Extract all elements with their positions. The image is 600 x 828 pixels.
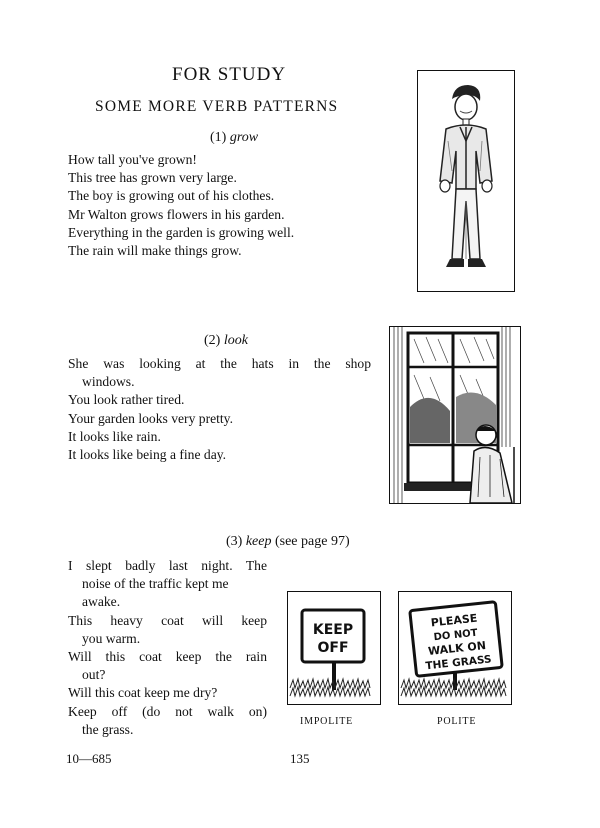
sign-text: PLEASE	[430, 611, 478, 630]
section-number: (1)	[210, 130, 227, 145]
example-line: you warm.	[82, 630, 141, 646]
sign-text: THE GRASS	[424, 653, 493, 673]
section-verb: keep	[245, 534, 272, 549]
example-line: the grass.	[82, 721, 134, 737]
sign-text: DO NOT	[433, 627, 479, 644]
section-3-heading	[226, 534, 350, 550]
example-line: How tall you've grown!	[68, 152, 197, 167]
polite-caption: POLITE	[437, 716, 477, 727]
boy-illustration	[417, 70, 515, 292]
impolite-caption: IMPOLITE	[300, 716, 354, 727]
example-line: out?	[82, 667, 106, 683]
footer-signature-mark: 10—685	[66, 751, 112, 766]
example-line: windows.	[82, 374, 135, 390]
section-1-examples	[68, 151, 294, 260]
section-verb: look	[223, 333, 248, 348]
section-3-examples	[68, 557, 267, 739]
section-verb: grow	[229, 130, 259, 145]
boy-at-window-drawing	[390, 327, 520, 503]
example-line: Everything in the garden is growing well.	[68, 224, 295, 240]
keep-off-sign-illustration	[287, 591, 381, 705]
section-2-heading	[204, 333, 248, 349]
example-line: She was looking at the hats in the shop	[68, 356, 371, 371]
page-title: FOR STUDY	[172, 64, 287, 85]
please-sign-illustration	[398, 591, 512, 705]
growing-boy-drawing	[418, 71, 514, 291]
example-line: It looks like rain.	[68, 428, 161, 444]
sign-text: OFF	[317, 640, 349, 656]
example-line: noise of the traffic kept me	[82, 576, 229, 592]
example-line: Will this coat keep the rain	[68, 649, 267, 665]
example-line: I slept badly last night. The	[68, 558, 267, 573]
example-line: This tree has grown very large.	[68, 170, 237, 186]
section-number: (3)	[226, 534, 243, 549]
section-note: (see page 97)	[274, 534, 350, 549]
section-1-heading	[210, 130, 258, 146]
example-line: Keep off (do not walk on)	[68, 703, 267, 719]
example-line: This heavy coat will keep	[68, 612, 267, 628]
sign-text: WALK ON	[427, 638, 487, 658]
example-line: It looks like being a fine day.	[68, 447, 227, 463]
page-number: 135	[290, 751, 310, 766]
sign-text: KEEP	[312, 622, 354, 638]
please-do-not-walk-sign-drawing	[399, 592, 511, 704]
example-line: You look rather tired.	[68, 392, 185, 408]
example-line: awake.	[82, 594, 121, 610]
example-line: The rain will make things grow.	[68, 243, 242, 259]
example-line: Your garden looks very pretty.	[68, 410, 233, 426]
example-line: The boy is growing out of his clothes.	[68, 188, 275, 204]
keep-off-sign-drawing	[288, 592, 380, 704]
example-line: Will this coat keep me dry?	[68, 685, 218, 701]
section-number: (2)	[204, 333, 221, 348]
window-illustration	[389, 326, 521, 504]
page-subtitle: SOME MORE VERB PATTERNS	[95, 98, 339, 115]
example-line: Mr Walton grows flowers in his garden.	[68, 206, 285, 222]
section-2-examples	[68, 355, 371, 464]
